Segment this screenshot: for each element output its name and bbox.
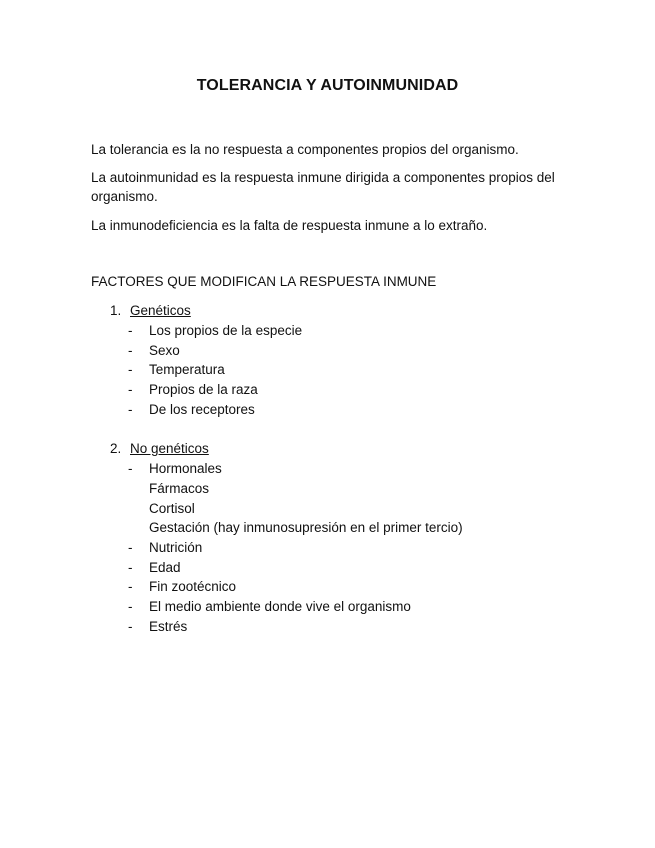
list-item bbox=[128, 597, 411, 616]
bullet-dash: - bbox=[128, 343, 133, 358]
bullet-dash: - bbox=[128, 619, 133, 634]
list-item-text: Hormonales bbox=[149, 461, 222, 476]
list-item-text: Fin zootécnico bbox=[149, 579, 237, 594]
list-item bbox=[128, 518, 463, 537]
paragraph-autoinmunidad: La autoinmunidad es la respuesta inmune dirigida a componentes propios del organismo. bbox=[91, 170, 555, 204]
list-heading-geneticos bbox=[110, 301, 191, 320]
bullet-dash: - bbox=[128, 560, 133, 575]
list-item bbox=[128, 499, 195, 518]
list-item bbox=[128, 577, 236, 596]
list-item bbox=[128, 341, 180, 360]
list-heading-no-geneticos bbox=[110, 439, 209, 458]
list-label: Genéticos bbox=[130, 303, 191, 318]
list-item-text: Sexo bbox=[149, 343, 180, 358]
list-item-text: Gestación (hay inmunosupresión en el primer tercio) bbox=[149, 520, 463, 535]
list-item bbox=[128, 360, 225, 379]
page-title: TOLERANCIA Y AUTOINMUNIDAD bbox=[196, 77, 459, 94]
bullet-dash: - bbox=[128, 402, 133, 417]
list-item bbox=[128, 558, 181, 577]
paragraph-tolerancia: La tolerancia es la no respuesta a componentes propios del organismo. bbox=[91, 142, 519, 157]
bullet-dash: - bbox=[128, 323, 133, 338]
list-item-text: El medio ambiente donde vive el organismo bbox=[149, 599, 411, 614]
list-number: 1. bbox=[110, 303, 122, 318]
list-item bbox=[128, 617, 187, 636]
list-label: No genéticos bbox=[130, 441, 209, 456]
list-item-text: Los propios de la especie bbox=[149, 323, 303, 338]
list-item bbox=[128, 479, 209, 498]
list-item bbox=[128, 380, 258, 399]
list-item-text: Propios de la raza bbox=[149, 382, 258, 397]
section-heading: FACTORES QUE MODIFICAN LA RESPUESTA INMUNE bbox=[91, 274, 437, 289]
list-item bbox=[128, 321, 302, 340]
list-item-text: Fármacos bbox=[149, 481, 210, 496]
list-item-text: De los receptores bbox=[149, 402, 255, 417]
list-item-text: Temperatura bbox=[149, 362, 225, 377]
paragraph-inmunodeficiencia: La inmunodeficiencia es la falta de respuesta inmune a lo extraño. bbox=[91, 218, 488, 233]
list-item bbox=[128, 459, 222, 478]
bullet-dash: - bbox=[128, 579, 133, 594]
list-item-text: Nutrición bbox=[149, 540, 203, 555]
bullet-dash: - bbox=[128, 362, 133, 377]
bullet-dash: - bbox=[128, 382, 133, 397]
bullet-dash: - bbox=[128, 540, 133, 555]
list-item-text: Estrés bbox=[149, 619, 188, 634]
list-number: 2. bbox=[110, 441, 122, 456]
list-item-text: Edad bbox=[149, 560, 181, 575]
list-item-text: Cortisol bbox=[149, 501, 195, 516]
list-item bbox=[128, 538, 202, 557]
bullet-dash: - bbox=[128, 599, 133, 614]
bullet-dash: - bbox=[128, 461, 133, 476]
list-item bbox=[128, 400, 255, 419]
